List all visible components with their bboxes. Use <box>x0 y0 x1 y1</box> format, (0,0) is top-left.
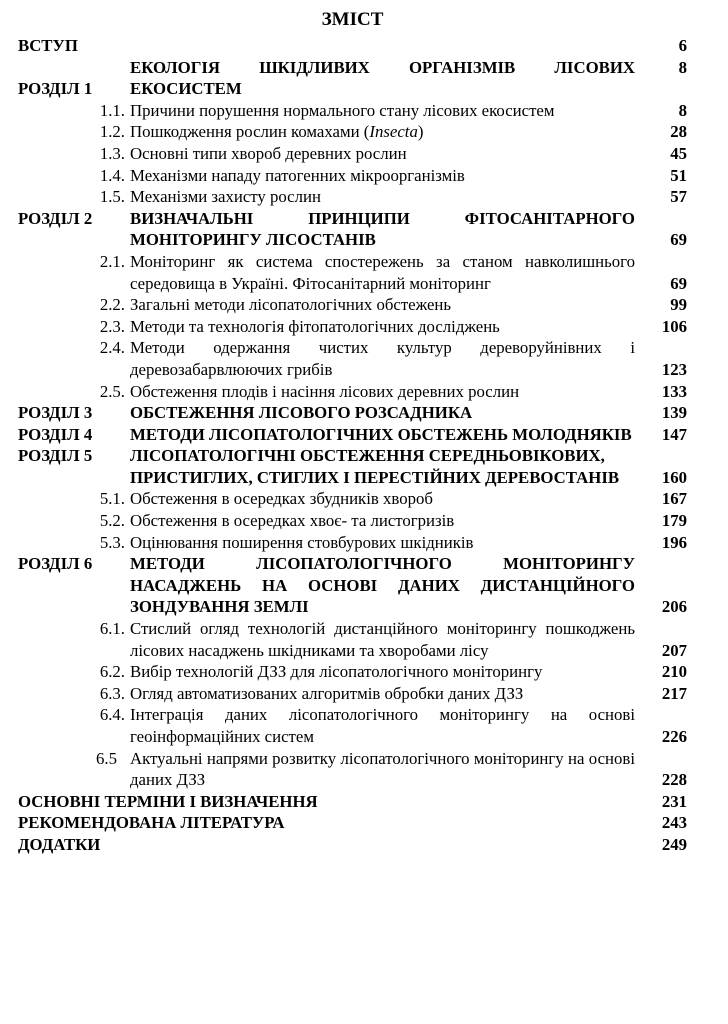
entry-page: 231 <box>661 791 687 811</box>
section-title: Причини порушення нормального стану лісових екосистем <box>130 100 555 120</box>
section-title: Обстеження плодів і насіння лісових деревних рослин <box>130 381 520 401</box>
chapter-title: ЕКОЛОГІЯ ШКІДЛИВИХ ОРГАНІЗМІВ ЛІСОВИХ ЕКОСИСТЕМ <box>130 57 635 99</box>
section-number: 1.2. <box>99 122 125 142</box>
entry-page: 228 <box>661 770 687 790</box>
chapter-label: РОЗДІЛ 3 <box>18 403 93 423</box>
section-number: 2.2. <box>99 295 125 315</box>
section-title: Стислий огляд технологій дистанційного моніторингу пошкоджень лісових насаджень шкідниками та хворобами лісу <box>130 619 635 660</box>
section-number: 1.1. <box>99 100 125 120</box>
section-title: Обстеження в осередках збудників хвороб <box>130 489 433 509</box>
section-number: 6.3. <box>99 683 125 703</box>
entry-page: 217 <box>661 683 687 703</box>
toc-section-6-5[interactable] <box>18 748 687 791</box>
entry-page: 210 <box>661 662 687 682</box>
entry-page: 6 <box>678 36 687 55</box>
section-title: Основні типи хвороб деревних рослин <box>130 143 407 163</box>
chapter-label: РОЗДІЛ 1 <box>18 79 93 99</box>
section-title: Вибір технологій ДЗЗ для лісопатологічного моніторингу <box>130 662 543 682</box>
toc-section-2-3[interactable] <box>18 316 687 338</box>
section-title: Інтеграція даних лісопатологічного моніторингу на основі геоінформаційних систем <box>130 705 635 746</box>
section-number: 6.4. <box>99 705 125 725</box>
toc-chapter-1[interactable] <box>18 57 687 100</box>
chapter-label: РОЗДІЛ 2 <box>18 208 93 228</box>
table-of-contents <box>18 7 687 856</box>
entry-page: 133 <box>661 381 687 401</box>
entry-page: 28 <box>670 122 687 142</box>
entry-page: 106 <box>661 316 687 336</box>
chapter-title: ВИЗНАЧАЛЬНІ ПРИНЦИПИ ФІТОСАНІТАРНОГО МОНІТОРИНГУ ЛІСОСТАНІВ <box>130 208 635 250</box>
toc-section-1-1[interactable] <box>18 100 687 122</box>
entry-label: ВСТУП <box>18 36 78 55</box>
toc-section-5-1[interactable] <box>18 488 687 510</box>
entry-page: 206 <box>661 597 687 617</box>
toc-section-1-4[interactable] <box>18 165 687 187</box>
entry-page: 196 <box>661 532 687 552</box>
entry-page: 243 <box>661 813 687 833</box>
toc-section-2-5[interactable] <box>18 381 687 403</box>
section-number: 6.5 <box>96 748 117 768</box>
entry-page: 207 <box>661 640 687 660</box>
entry-page: 179 <box>661 511 687 531</box>
chapter-title: ОБСТЕЖЕННЯ ЛІСОВОГО РОЗСАДНИКА <box>130 403 473 423</box>
entry-page: 147 <box>661 424 687 444</box>
toc-section-6-3[interactable] <box>18 683 687 705</box>
chapter-label: РОЗДІЛ 6 <box>18 554 93 574</box>
latin-term: Insecta <box>369 122 418 142</box>
toc-chapter-2[interactable] <box>18 208 687 251</box>
entry-page: 51 <box>670 165 687 185</box>
toc-section-6-2[interactable] <box>18 661 687 683</box>
section-title-part: Пошкодження рослин комахами ( <box>130 122 370 142</box>
section-title <box>130 121 635 143</box>
section-number: 1.5. <box>99 187 125 207</box>
toc-section-5-3[interactable] <box>18 532 687 554</box>
page-title: ЗМІСТ <box>321 9 384 30</box>
entry-page: 160 <box>661 467 687 487</box>
chapter-title: МЕТОДИ ЛІСОПАТОЛОГІЧНОГО МОНІТОРИНГУ НАСАДЖЕНЬ НА ОСНОВІ ДАНИХ ДИСТАНЦІЙНОГО ЗОНДУВАННЯ ЗЕМЛІ <box>130 554 635 617</box>
toc-entry-intro[interactable] <box>18 35 687 57</box>
toc-entry-appendices[interactable] <box>18 834 687 856</box>
chapter-title: МЕТОДИ ЛІСОПАТОЛОГІЧНИХ ОБСТЕЖЕНЬ МОЛОДНЯКІВ <box>130 424 632 444</box>
section-title: Загальні методи лісопатологічних обстежень <box>130 295 452 315</box>
toc-section-2-2[interactable] <box>18 294 687 316</box>
section-title: Оцінювання поширення стовбурових шкідників <box>130 532 474 552</box>
toc-section-6-1[interactable] <box>18 618 687 661</box>
section-title: Механізми нападу патогенних мікроорганізмів <box>130 165 465 185</box>
entry-title: ОСНОВНІ ТЕРМІНИ І ВИЗНАЧЕННЯ <box>18 791 318 811</box>
chapter-label: РОЗДІЛ 5 <box>18 446 93 466</box>
section-title: Обстеження в осередках хвоє- та листогризів <box>130 511 455 531</box>
section-title: Методи та технологія фітопатологічних досліджень <box>130 316 500 336</box>
section-number: 1.4. <box>99 165 125 185</box>
section-title: Методи одержання чистих культур дереворуйнівних і деревозабарвлюючих грибів <box>130 338 635 379</box>
entry-title: ДОДАТКИ <box>18 834 101 854</box>
toc-entry-glossary[interactable] <box>18 791 687 813</box>
section-title: Актуальні напрями розвитку лісопатологічного моніторингу на основі даних ДЗЗ <box>130 748 635 790</box>
toc-chapter-6[interactable] <box>18 553 687 618</box>
entry-page: 249 <box>661 834 687 854</box>
section-title: Моніторинг як система спостережень за станом навколишнього середовища в Україні. Фітосанітарний моніторинг <box>130 251 635 293</box>
entry-title: РЕКОМЕНДОВАНА ЛІТЕРАТУРА <box>18 813 285 833</box>
toc-section-2-1[interactable] <box>18 251 687 294</box>
chapter-title: ЛІСОПАТОЛОГІЧНІ ОБСТЕЖЕННЯ СЕРЕДНЬОВІКОВИХ, ПРИСТИГЛИХ, СТИГЛИХ І ПЕРЕСТІЙНИХ ДЕРЕВОСТАНІВ <box>130 446 620 487</box>
entry-page: 167 <box>661 489 687 509</box>
section-number: 2.3. <box>99 316 125 336</box>
entry-page: 226 <box>661 727 687 746</box>
entry-page: 139 <box>661 403 687 423</box>
section-title: Огляд автоматизованих алгоритмів обробки даних ДЗЗ <box>130 683 524 703</box>
section-number: 2.5. <box>99 381 125 401</box>
section-title-part: ) <box>417 122 424 142</box>
section-number: 5.3. <box>99 532 125 552</box>
entry-page: 8 <box>678 100 687 120</box>
entry-page: 45 <box>670 143 687 163</box>
chapter-label: РОЗДІЛ 4 <box>18 424 93 444</box>
toc-section-1-5[interactable] <box>18 186 687 208</box>
toc-section-5-2[interactable] <box>18 510 687 532</box>
entry-page: 8 <box>678 57 687 77</box>
section-number: 6.1. <box>99 619 125 639</box>
section-number: 2.1. <box>99 251 125 271</box>
section-number: 2.4. <box>99 338 125 358</box>
entry-page: 69 <box>670 273 687 293</box>
entry-page: 69 <box>670 230 687 250</box>
section-number: 5.1. <box>99 489 125 509</box>
toc-chapter-3[interactable] <box>18 402 687 424</box>
toc-chapter-5[interactable] <box>18 445 687 488</box>
entry-page: 123 <box>661 359 687 379</box>
toc-entry-references[interactable] <box>18 812 687 834</box>
entry-page: 57 <box>670 187 687 207</box>
toc-section-6-4[interactable] <box>18 704 687 747</box>
section-title: Механізми захисту рослин <box>130 187 321 207</box>
section-number: 6.2. <box>99 662 125 682</box>
entry-page: 99 <box>670 295 687 315</box>
toc-section-1-2[interactable] <box>18 121 687 143</box>
section-number: 1.3. <box>99 143 125 163</box>
toc-section-1-3[interactable] <box>18 143 687 165</box>
toc-chapter-4[interactable] <box>18 424 687 446</box>
toc-section-2-4[interactable] <box>18 337 687 380</box>
section-number: 5.2. <box>99 511 125 531</box>
